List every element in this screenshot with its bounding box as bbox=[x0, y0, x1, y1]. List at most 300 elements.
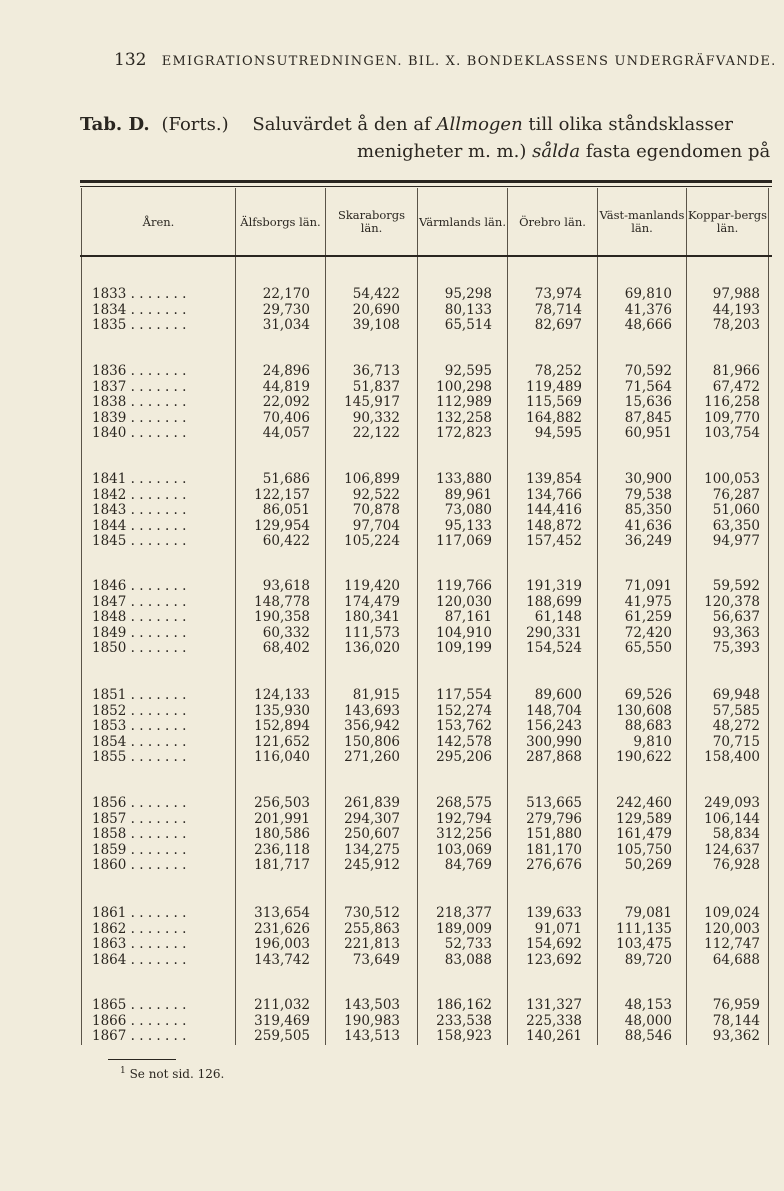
column-header-skaraborg: Skaraborgs län. bbox=[337, 208, 406, 235]
row-group bbox=[80, 688, 770, 766]
value-cell: 255,863 bbox=[344, 920, 400, 937]
value-cell: 129,589 bbox=[616, 810, 672, 827]
value-cell: 71,564 bbox=[624, 378, 672, 395]
value-cell: 174,479 bbox=[344, 593, 400, 610]
value-cell: 106,899 bbox=[344, 471, 400, 487]
table-row bbox=[80, 750, 770, 766]
value-cell: 44,819 bbox=[262, 378, 310, 395]
value-cell: 80,133 bbox=[444, 301, 492, 318]
table-row bbox=[80, 922, 770, 938]
value-cell: 154,524 bbox=[526, 640, 582, 656]
year-cell: 1844 . . . . . . . bbox=[92, 517, 187, 534]
value-cell: 105,224 bbox=[344, 533, 400, 549]
value-cell: 221,813 bbox=[344, 936, 400, 952]
table-row bbox=[80, 843, 770, 859]
running-header bbox=[114, 50, 778, 70]
value-cell: 148,872 bbox=[526, 517, 582, 534]
year-cell: 1855 . . . . . . . bbox=[92, 749, 187, 765]
table-row bbox=[80, 303, 770, 319]
value-cell: 58,834 bbox=[712, 826, 760, 842]
value-cell: 78,203 bbox=[712, 317, 760, 333]
value-cell: 116,258 bbox=[704, 394, 760, 410]
value-cell: 73,974 bbox=[534, 286, 582, 302]
value-cell: 730,512 bbox=[344, 905, 400, 921]
year-cell: 1867 . . . . . . . bbox=[92, 1028, 187, 1044]
value-cell: 60,951 bbox=[624, 425, 672, 441]
value-cell: 111,135 bbox=[616, 920, 672, 937]
row-group bbox=[80, 906, 770, 968]
value-cell: 70,715 bbox=[712, 733, 760, 750]
table-row bbox=[80, 395, 770, 411]
value-cell: 36,249 bbox=[624, 533, 672, 549]
value-cell: 201,991 bbox=[254, 810, 310, 827]
value-cell: 91,071 bbox=[534, 920, 582, 937]
value-cell: 242,460 bbox=[616, 795, 672, 811]
value-cell: 300,990 bbox=[526, 733, 582, 750]
value-cell: 139,633 bbox=[526, 905, 582, 921]
table-row bbox=[80, 704, 770, 720]
value-cell: 112,989 bbox=[436, 394, 492, 410]
value-cell: 172,823 bbox=[436, 425, 492, 441]
value-cell: 152,894 bbox=[254, 718, 310, 734]
year-cell: 1835 . . . . . . . bbox=[92, 317, 187, 333]
year-cell: 1865 . . . . . . . bbox=[92, 997, 187, 1013]
value-cell: 290,331 bbox=[526, 624, 582, 641]
table-row bbox=[80, 998, 770, 1014]
value-cell: 211,032 bbox=[254, 997, 310, 1013]
value-cell: 189,009 bbox=[436, 920, 492, 937]
value-cell: 225,338 bbox=[526, 1012, 582, 1029]
table-row bbox=[80, 735, 770, 751]
value-cell: 57,585 bbox=[712, 702, 760, 719]
year-cell: 1848 . . . . . . . bbox=[92, 609, 187, 625]
table-row bbox=[80, 472, 770, 488]
value-cell: 132,258 bbox=[436, 409, 492, 426]
value-cell: 245,912 bbox=[344, 857, 400, 873]
value-cell: 88,546 bbox=[624, 1028, 672, 1044]
year-cell: 1850 . . . . . . . bbox=[92, 640, 187, 656]
year-cell: 1847 . . . . . . . bbox=[92, 593, 187, 610]
value-cell: 233,538 bbox=[436, 1012, 492, 1029]
value-cell: 70,878 bbox=[352, 502, 400, 518]
value-cell: 190,622 bbox=[616, 749, 672, 765]
value-cell: 103,754 bbox=[704, 425, 760, 441]
value-cell: 119,420 bbox=[344, 578, 400, 594]
value-cell: 356,942 bbox=[344, 718, 400, 734]
value-cell: 139,854 bbox=[526, 471, 582, 487]
table-row bbox=[80, 411, 770, 427]
value-cell: 69,526 bbox=[624, 687, 672, 703]
value-cell: 287,868 bbox=[526, 749, 582, 765]
value-cell: 513,665 bbox=[526, 795, 582, 811]
value-cell: 259,505 bbox=[254, 1028, 310, 1044]
value-cell: 120,003 bbox=[704, 920, 760, 937]
value-cell: 104,910 bbox=[436, 624, 492, 641]
year-cell: 1859 . . . . . . . bbox=[92, 841, 187, 858]
title-text-2: till olika ståndsklasser bbox=[528, 114, 734, 135]
table-row bbox=[80, 827, 770, 843]
value-cell: 191,319 bbox=[526, 578, 582, 594]
title-italic-1: Allmogen bbox=[436, 114, 523, 135]
year-cell: 1862 . . . . . . . bbox=[92, 920, 187, 937]
value-cell: 60,422 bbox=[262, 533, 310, 549]
value-cell: 319,469 bbox=[254, 1012, 310, 1029]
value-cell: 60,332 bbox=[262, 624, 310, 641]
value-cell: 48,272 bbox=[712, 718, 760, 734]
column-header-orebro: Örebro län. bbox=[519, 214, 586, 229]
value-cell: 86,051 bbox=[262, 502, 310, 518]
value-cell: 120,378 bbox=[704, 593, 760, 610]
value-cell: 180,341 bbox=[344, 609, 400, 625]
value-cell: 145,917 bbox=[344, 394, 400, 410]
table-row bbox=[80, 626, 770, 642]
value-cell: 82,697 bbox=[534, 317, 582, 333]
value-cell: 93,362 bbox=[712, 1028, 760, 1044]
value-cell: 181,170 bbox=[526, 841, 582, 858]
value-cell: 44,193 bbox=[712, 301, 760, 318]
year-cell: 1857 . . . . . . . bbox=[92, 810, 187, 827]
value-cell: 89,600 bbox=[534, 687, 582, 703]
table-row bbox=[80, 1014, 770, 1030]
table-title-line-2 bbox=[357, 141, 770, 162]
column-header-alfsborg: Älfsborgs län. bbox=[240, 214, 321, 229]
value-cell: 65,550 bbox=[624, 640, 672, 656]
value-cell: 22,170 bbox=[262, 286, 310, 302]
value-cell: 69,948 bbox=[712, 687, 760, 703]
table-row bbox=[80, 426, 770, 442]
year-cell: 1837 . . . . . . . bbox=[92, 378, 187, 395]
value-cell: 51,060 bbox=[712, 502, 760, 518]
value-cell: 261,839 bbox=[344, 795, 400, 811]
value-cell: 78,144 bbox=[712, 1012, 760, 1029]
value-cell: 106,144 bbox=[704, 810, 760, 827]
value-cell: 143,742 bbox=[254, 951, 310, 968]
value-cell: 192,794 bbox=[436, 810, 492, 827]
value-cell: 41,376 bbox=[624, 301, 672, 318]
year-cell: 1861 . . . . . . . bbox=[92, 905, 187, 921]
table-title-line-1 bbox=[80, 114, 780, 135]
value-cell: 79,081 bbox=[624, 905, 672, 921]
value-cell: 51,837 bbox=[352, 378, 400, 395]
row-group bbox=[80, 579, 770, 657]
value-cell: 92,595 bbox=[444, 363, 492, 379]
value-cell: 100,298 bbox=[436, 378, 492, 395]
value-cell: 68,402 bbox=[262, 640, 310, 656]
value-cell: 164,882 bbox=[526, 409, 582, 426]
value-cell: 294,307 bbox=[344, 810, 400, 827]
value-cell: 87,161 bbox=[444, 609, 492, 625]
value-cell: 89,961 bbox=[444, 486, 492, 503]
table-row bbox=[80, 364, 770, 380]
value-cell: 94,977 bbox=[712, 533, 760, 549]
value-cell: 63,350 bbox=[712, 517, 760, 534]
value-cell: 143,513 bbox=[344, 1028, 400, 1044]
value-cell: 124,133 bbox=[254, 687, 310, 703]
table-label: Tab. D. bbox=[80, 114, 150, 135]
value-cell: 48,153 bbox=[624, 997, 672, 1013]
value-cell: 109,199 bbox=[436, 640, 492, 656]
year-cell: 1853 . . . . . . . bbox=[92, 718, 187, 734]
value-cell: 249,093 bbox=[704, 795, 760, 811]
value-cell: 312,256 bbox=[436, 826, 492, 842]
value-cell: 112,747 bbox=[704, 936, 760, 952]
value-cell: 153,762 bbox=[436, 718, 492, 734]
value-cell: 85,350 bbox=[624, 502, 672, 518]
row-group bbox=[80, 287, 770, 334]
value-cell: 50,269 bbox=[624, 857, 672, 873]
year-cell: 1833 . . . . . . . bbox=[92, 286, 187, 302]
page-number: 132 bbox=[114, 50, 147, 70]
value-cell: 158,923 bbox=[436, 1028, 492, 1044]
value-cell: 131,327 bbox=[526, 997, 582, 1013]
title-text-4: fasta egendomen på bbox=[585, 141, 771, 162]
value-cell: 143,503 bbox=[344, 997, 400, 1013]
year-cell: 1852 . . . . . . . bbox=[92, 702, 187, 719]
value-cell: 157,452 bbox=[526, 533, 582, 549]
value-cell: 218,377 bbox=[436, 905, 492, 921]
row-group bbox=[80, 364, 770, 442]
value-cell: 148,778 bbox=[254, 593, 310, 610]
value-cell: 117,069 bbox=[436, 533, 492, 549]
value-cell: 134,275 bbox=[344, 841, 400, 858]
value-cell: 76,959 bbox=[712, 997, 760, 1013]
value-cell: 89,720 bbox=[624, 951, 672, 968]
value-cell: 71,091 bbox=[624, 578, 672, 594]
table-row bbox=[80, 610, 770, 626]
year-cell: 1834 . . . . . . . bbox=[92, 301, 187, 318]
value-cell: 180,586 bbox=[254, 826, 310, 842]
table-row bbox=[80, 858, 770, 874]
value-cell: 69,810 bbox=[624, 286, 672, 302]
row-group bbox=[80, 796, 770, 874]
value-cell: 124,637 bbox=[704, 841, 760, 858]
value-cell: 231,626 bbox=[254, 920, 310, 937]
value-cell: 190,983 bbox=[344, 1012, 400, 1029]
table-row bbox=[80, 719, 770, 735]
column-header-vastmanland: Väst-manlands län. bbox=[599, 208, 685, 235]
value-cell: 150,806 bbox=[344, 733, 400, 750]
value-cell: 130,608 bbox=[616, 702, 672, 719]
footnote bbox=[120, 1066, 224, 1081]
value-cell: 154,692 bbox=[526, 936, 582, 952]
value-cell: 44,057 bbox=[262, 425, 310, 441]
value-cell: 64,688 bbox=[712, 951, 760, 968]
value-cell: 196,003 bbox=[254, 936, 310, 952]
value-cell: 122,157 bbox=[254, 486, 310, 503]
value-cell: 95,298 bbox=[444, 286, 492, 302]
value-cell: 188,699 bbox=[526, 593, 582, 610]
value-cell: 117,554 bbox=[436, 687, 492, 703]
table-row bbox=[80, 641, 770, 657]
value-cell: 83,088 bbox=[444, 951, 492, 968]
year-cell: 1836 . . . . . . . bbox=[92, 363, 187, 379]
value-cell: 51,686 bbox=[262, 471, 310, 487]
table-row bbox=[80, 1029, 770, 1045]
value-cell: 136,020 bbox=[344, 640, 400, 656]
value-cell: 95,133 bbox=[444, 517, 492, 534]
year-cell: 1858 . . . . . . . bbox=[92, 826, 187, 842]
year-cell: 1864 . . . . . . . bbox=[92, 951, 187, 968]
header-bottom-rule bbox=[80, 255, 772, 257]
value-cell: 22,122 bbox=[352, 425, 400, 441]
year-cell: 1838 . . . . . . . bbox=[92, 394, 187, 410]
table-row bbox=[80, 953, 770, 969]
value-cell: 20,690 bbox=[352, 301, 400, 318]
column-header-year: Åren. bbox=[142, 214, 175, 229]
value-cell: 81,966 bbox=[712, 363, 760, 379]
value-cell: 61,148 bbox=[534, 609, 582, 625]
value-cell: 72,420 bbox=[624, 624, 672, 641]
value-cell: 61,259 bbox=[624, 609, 672, 625]
column-header-varmland: Värmlands län. bbox=[419, 214, 506, 229]
value-cell: 29,730 bbox=[262, 301, 310, 318]
value-cell: 70,406 bbox=[262, 409, 310, 426]
value-cell: 31,034 bbox=[262, 317, 310, 333]
value-cell: 97,988 bbox=[712, 286, 760, 302]
table-row bbox=[80, 380, 770, 396]
value-cell: 156,243 bbox=[526, 718, 582, 734]
value-cell: 250,607 bbox=[344, 826, 400, 842]
row-group bbox=[80, 998, 770, 1045]
year-cell: 1854 . . . . . . . bbox=[92, 733, 187, 750]
year-cell: 1846 . . . . . . . bbox=[92, 578, 187, 594]
value-cell: 70,592 bbox=[624, 363, 672, 379]
value-cell: 295,206 bbox=[436, 749, 492, 765]
value-cell: 120,030 bbox=[436, 593, 492, 610]
value-cell: 36,713 bbox=[352, 363, 400, 379]
value-cell: 93,618 bbox=[262, 578, 310, 594]
value-cell: 92,522 bbox=[352, 486, 400, 503]
table-row bbox=[80, 519, 770, 535]
value-cell: 52,733 bbox=[444, 936, 492, 952]
value-cell: 90,332 bbox=[352, 409, 400, 426]
value-cell: 276,676 bbox=[526, 857, 582, 873]
value-cell: 15,636 bbox=[624, 394, 672, 410]
value-cell: 143,693 bbox=[344, 702, 400, 719]
value-cell: 109,024 bbox=[704, 905, 760, 921]
value-cell: 56,637 bbox=[712, 609, 760, 625]
value-cell: 78,714 bbox=[534, 301, 582, 318]
value-cell: 121,652 bbox=[254, 733, 310, 750]
value-cell: 279,796 bbox=[526, 810, 582, 827]
value-cell: 97,704 bbox=[352, 517, 400, 534]
value-cell: 103,475 bbox=[616, 936, 672, 952]
table-row bbox=[80, 906, 770, 922]
value-cell: 133,880 bbox=[436, 471, 492, 487]
value-cell: 54,422 bbox=[352, 286, 400, 302]
value-cell: 88,683 bbox=[624, 718, 672, 734]
value-cell: 134,766 bbox=[526, 486, 582, 503]
value-cell: 79,538 bbox=[624, 486, 672, 503]
table-row bbox=[80, 488, 770, 504]
value-cell: 59,592 bbox=[712, 578, 760, 594]
value-cell: 135,930 bbox=[254, 702, 310, 719]
footnote-rule bbox=[108, 1059, 176, 1060]
value-cell: 140,261 bbox=[526, 1028, 582, 1044]
value-cell: 87,845 bbox=[624, 409, 672, 426]
table-row bbox=[80, 796, 770, 812]
value-cell: 115,569 bbox=[526, 394, 582, 410]
value-cell: 148,704 bbox=[526, 702, 582, 719]
value-cell: 100,053 bbox=[704, 471, 760, 487]
table-top-rule-thin bbox=[80, 186, 772, 187]
forts-label: (Forts.) bbox=[161, 114, 229, 135]
year-cell: 1863 . . . . . . . bbox=[92, 936, 187, 952]
value-cell: 22,092 bbox=[262, 394, 310, 410]
year-cell: 1845 . . . . . . . bbox=[92, 533, 187, 549]
table-row bbox=[80, 534, 770, 550]
value-cell: 186,162 bbox=[436, 997, 492, 1013]
value-cell: 119,489 bbox=[526, 378, 582, 395]
year-cell: 1851 . . . . . . . bbox=[92, 687, 187, 703]
year-cell: 1840 . . . . . . . bbox=[92, 425, 187, 441]
table-row bbox=[80, 595, 770, 611]
value-cell: 142,578 bbox=[436, 733, 492, 750]
table-row bbox=[80, 318, 770, 334]
value-cell: 65,514 bbox=[444, 317, 492, 333]
year-cell: 1841 . . . . . . . bbox=[92, 471, 187, 487]
value-cell: 48,000 bbox=[624, 1012, 672, 1029]
value-cell: 152,274 bbox=[436, 702, 492, 719]
value-cell: 105,750 bbox=[616, 841, 672, 858]
table-row bbox=[80, 937, 770, 953]
value-cell: 75,393 bbox=[712, 640, 760, 656]
row-group bbox=[80, 472, 770, 550]
value-cell: 109,770 bbox=[704, 409, 760, 426]
value-cell: 48,666 bbox=[624, 317, 672, 333]
value-cell: 39,108 bbox=[352, 317, 400, 333]
value-cell: 151,880 bbox=[526, 826, 582, 842]
value-cell: 67,472 bbox=[712, 378, 760, 395]
value-cell: 268,575 bbox=[436, 795, 492, 811]
value-cell: 236,118 bbox=[254, 841, 310, 858]
value-cell: 94,595 bbox=[534, 425, 582, 441]
value-cell: 313,654 bbox=[254, 905, 310, 921]
title-text-3: menigheter m. m.) bbox=[357, 141, 527, 162]
value-cell: 271,260 bbox=[344, 749, 400, 765]
value-cell: 81,915 bbox=[352, 687, 400, 703]
value-cell: 73,080 bbox=[444, 502, 492, 518]
table-row bbox=[80, 287, 770, 303]
year-cell: 1849 . . . . . . . bbox=[92, 624, 187, 641]
value-cell: 190,358 bbox=[254, 609, 310, 625]
value-cell: 78,252 bbox=[534, 363, 582, 379]
table-top-rule bbox=[80, 180, 772, 183]
table-row bbox=[80, 688, 770, 704]
column-header-kopparberg: Koppar-bergs län. bbox=[687, 208, 768, 235]
year-cell: 1860 . . . . . . . bbox=[92, 857, 187, 873]
value-cell: 41,975 bbox=[624, 593, 672, 610]
value-cell: 111,573 bbox=[344, 624, 400, 641]
value-cell: 158,400 bbox=[704, 749, 760, 765]
table-row bbox=[80, 579, 770, 595]
year-cell: 1856 . . . . . . . bbox=[92, 795, 187, 811]
value-cell: 73,649 bbox=[352, 951, 400, 968]
value-cell: 161,479 bbox=[616, 826, 672, 842]
value-cell: 24,896 bbox=[262, 363, 310, 379]
value-cell: 30,900 bbox=[624, 471, 672, 487]
year-cell: 1839 . . . . . . . bbox=[92, 409, 187, 426]
value-cell: 41,636 bbox=[624, 517, 672, 534]
value-cell: 76,928 bbox=[712, 857, 760, 873]
value-cell: 103,069 bbox=[436, 841, 492, 858]
value-cell: 144,416 bbox=[526, 502, 582, 518]
year-cell: 1842 . . . . . . . bbox=[92, 486, 187, 503]
table-row bbox=[80, 812, 770, 828]
title-text-1: Saluvärdet å den af bbox=[252, 114, 431, 135]
value-cell: 256,503 bbox=[254, 795, 310, 811]
value-cell: 123,692 bbox=[526, 951, 582, 968]
